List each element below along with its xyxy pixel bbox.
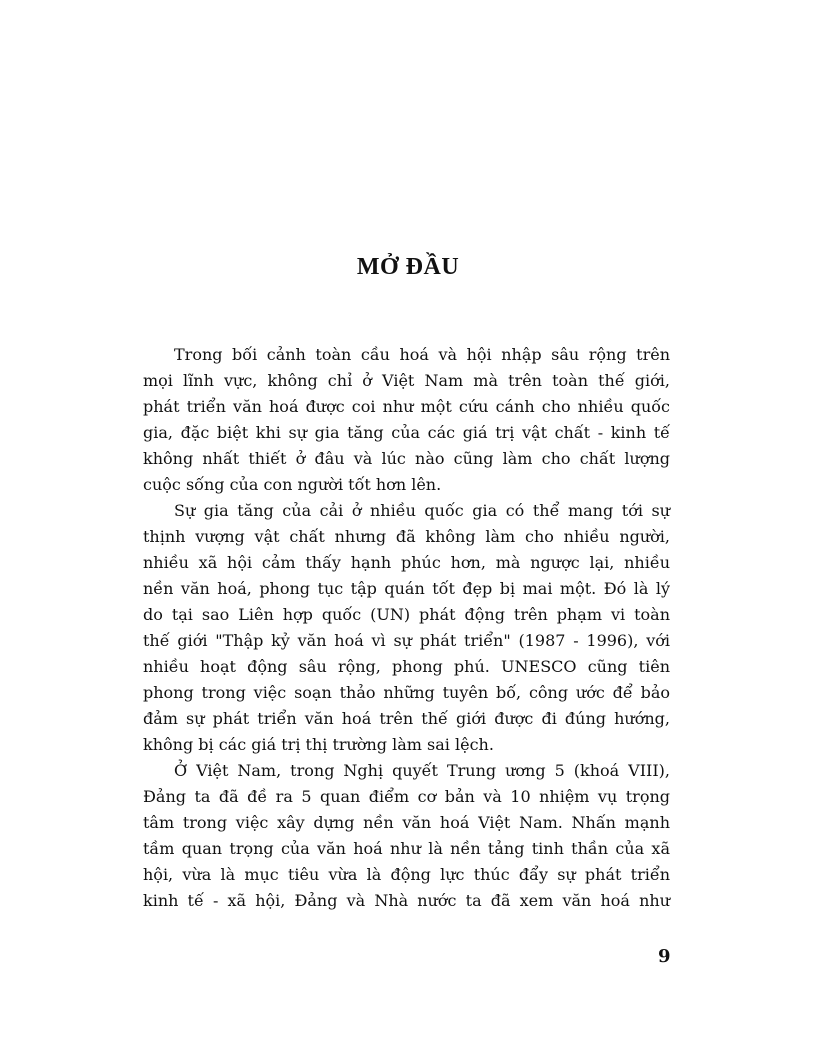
- text-line: tầm quan trọng của văn hoá như là nền tảng tinh thần của xã: [143, 839, 670, 858]
- text-line: Đảng ta đã đề ra 5 quan điểm cơ bản và 10 nhiệm vụ trọng: [143, 787, 670, 806]
- page-number: 9: [658, 946, 671, 967]
- text-line: thế giới "Thập kỷ văn hoá vì sự phát triển" (1987 - 1996), với: [143, 631, 670, 650]
- paragraph: [143, 498, 670, 758]
- paragraph: [143, 342, 670, 498]
- text-line: cuộc sống của con người tốt hơn lên.: [143, 475, 442, 494]
- text-line: không nhất thiết ở đâu và lúc nào cũng làm cho chất lượng: [143, 449, 670, 468]
- text-line: nhiều hoạt động sâu rộng, phong phú. UNESCO cũng tiên: [143, 657, 670, 676]
- text-line: phong trong việc soạn thảo những tuyên bố, công ước để bảo: [143, 683, 670, 702]
- text-line: hội, vừa là mục tiêu vừa là động lực thúc đẩy sự phát triển: [143, 865, 670, 884]
- text-line: đảm sự phát triển văn hoá trên thế giới được đi đúng hướng,: [143, 709, 670, 728]
- text-line: mọi lĩnh vực, không chỉ ở Việt Nam mà trên toàn thế giới,: [143, 371, 670, 390]
- page-title: MỞ ĐẦU: [356, 254, 460, 280]
- text-line: nhiều xã hội cảm thấy hạnh phúc hơn, mà ngược lại, nhiều: [143, 553, 670, 572]
- text-line: kinh tế - xã hội, Đảng và Nhà nước ta đã xem văn hoá như: [143, 891, 670, 910]
- body-text: [143, 342, 670, 914]
- text-line: phát triển văn hoá được coi như một cứu cánh cho nhiều quốc: [143, 397, 670, 416]
- text-line: Sự gia tăng của cải ở nhiều quốc gia có thể mang tới sự: [174, 501, 670, 520]
- text-line: Trong bối cảnh toàn cầu hoá và hội nhập sâu rộng trên: [174, 345, 670, 364]
- text-line: tâm trong việc xây dựng nền văn hoá Việt Nam. Nhấn mạnh: [143, 813, 670, 832]
- text-line: nền văn hoá, phong tục tập quán tốt đẹp bị mai một. Đó là lý: [143, 579, 670, 598]
- text-line: không bị các giá trị thị trường làm sai lệch.: [143, 735, 494, 754]
- text-line: Ở Việt Nam, trong Nghị quyết Trung ương 5 (khoá VIII),: [174, 761, 670, 780]
- text-line: gia, đặc biệt khi sự gia tăng của các giá trị vật chất - kinh tế: [143, 423, 670, 442]
- text-line: do tại sao Liên hợp quốc (UN) phát động trên phạm vi toàn: [143, 605, 670, 624]
- text-line: thịnh vượng vật chất nhưng đã không làm cho nhiều người,: [143, 527, 670, 546]
- paragraph: [143, 758, 670, 914]
